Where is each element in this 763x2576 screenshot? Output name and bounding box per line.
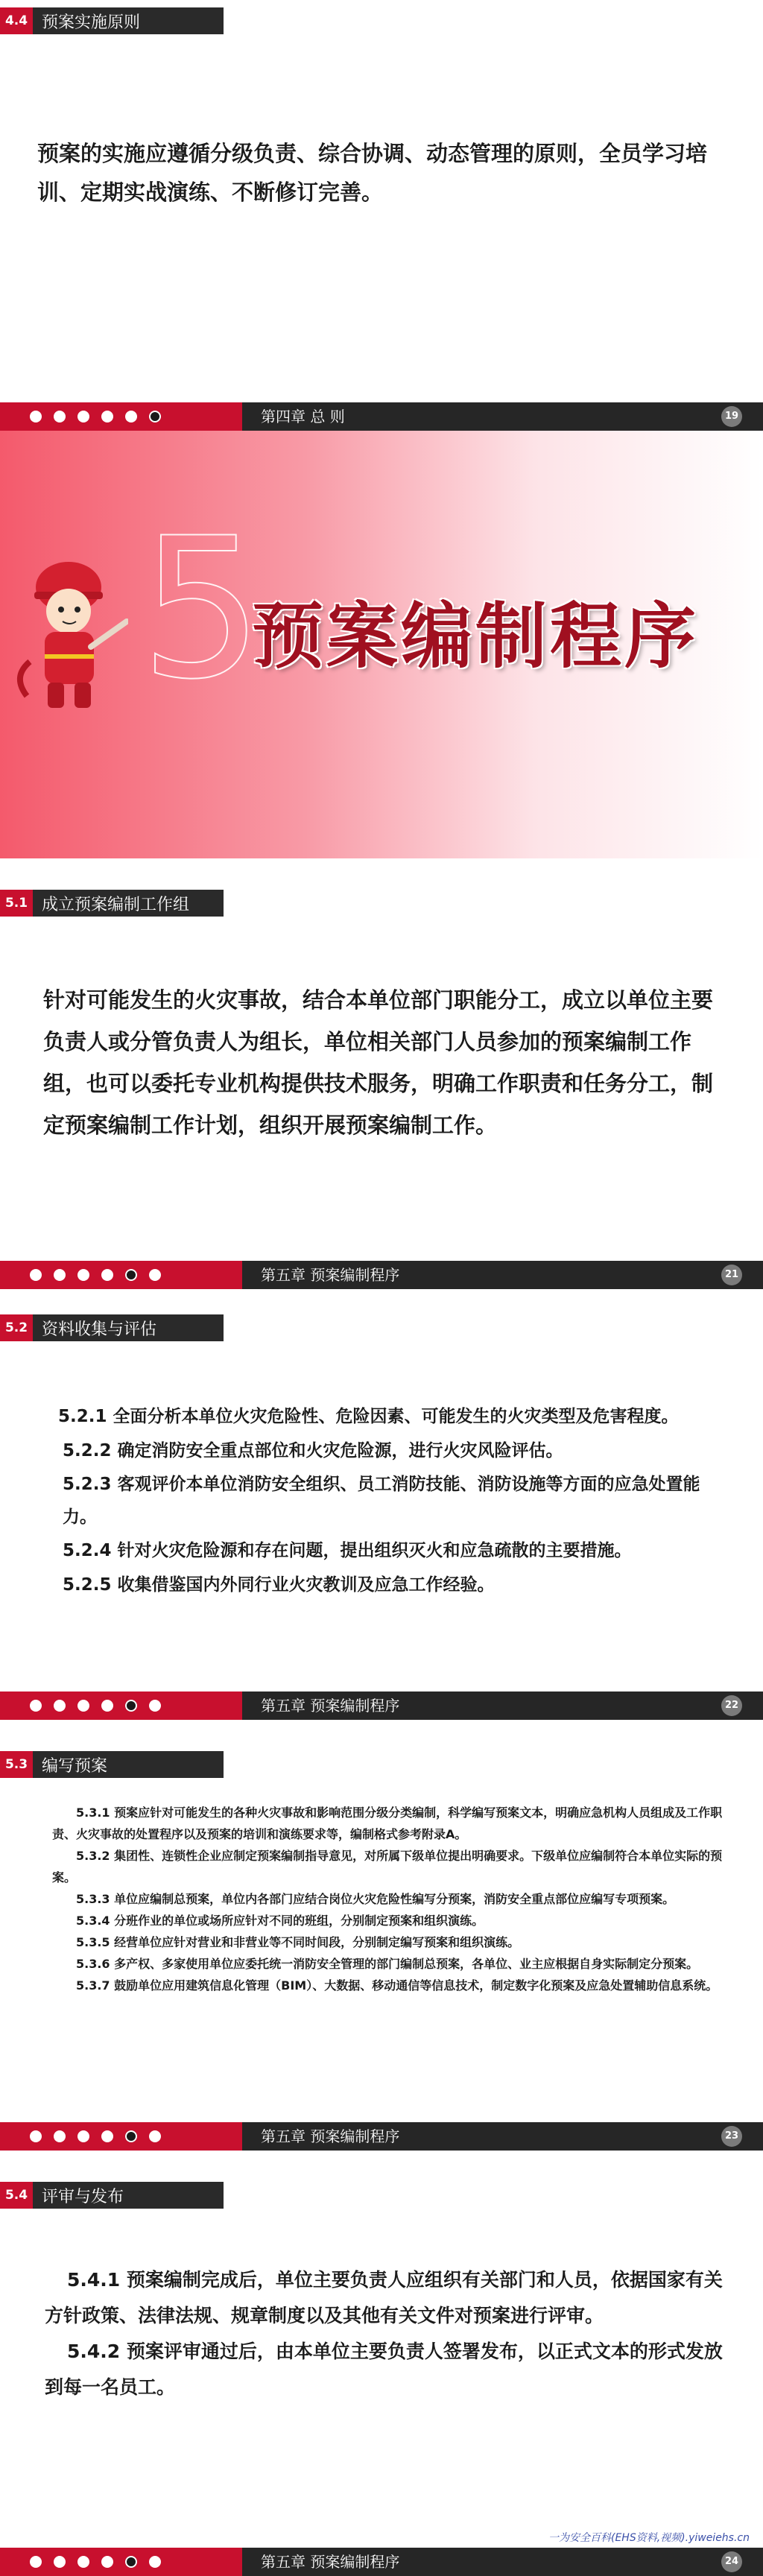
progress-dots [30, 1269, 161, 1281]
watermark-text: 一为安全百科(EHS资料,视频).yiweiehs.cn [548, 2532, 750, 2544]
section-header [0, 890, 224, 917]
chapter-label: 第五章 预案编制程序 [261, 2127, 400, 2145]
section-title: 评审与发布 [33, 2182, 224, 2209]
footer-bar [0, 2122, 763, 2151]
list-item: 5.2.4 针对火灾危险源和存在问题，提出组织灭火和应急疏散的主要措施。 [63, 1541, 632, 1560]
chapter-title: 预案编制程序 [252, 595, 699, 678]
section-header [0, 7, 224, 34]
section-number: 5.2 [0, 1314, 33, 1341]
section-number: 5.4 [0, 2182, 33, 2209]
chapter-cover [0, 431, 763, 858]
page-number: 24 [721, 2551, 742, 2572]
list-item: 5.3.1 预案应针对可能发生的各种火灾事故和影响范围分级分类编制，科学编写预案文本，明确应急机构人员组成及工作职责、火灾事故的处置程序以及预案的培训和演练要求等，编制格式参考附录A。 [52, 1806, 723, 1841]
list-item: 5.3.7 鼓励单位应用建筑信息化管理（BIM）、大数据、移动通信等信息技术，制定数字化预案及应急处置辅助信息系统。 [76, 1978, 718, 1993]
footer-bar [0, 402, 763, 431]
chapter-label: 第四章 总 则 [261, 408, 345, 425]
footer-bar [0, 1261, 763, 1289]
firefighter-mascot-icon [16, 550, 128, 714]
page-number: 21 [721, 1265, 742, 1285]
list-item: 5.3.2 集团性、连锁性企业应制定预案编制指导意见，对所属下级单位提出明确要求。下级单位应编制符合本单位实际的预案。 [52, 1849, 723, 1884]
section-title: 预案实施原则 [33, 7, 224, 34]
list-item: 5.2.3 客观评价本单位消防安全组织、员工消防技能、消防设施等方面的应急处置能力。 [63, 1475, 700, 1527]
list-item: 5.3.3 单位应编制总预案，单位内各部门应结合岗位火灾危险性编写分预案，消防安全重点部位应编写专项预案。 [76, 1892, 675, 1906]
slide-5-3 [0, 1720, 763, 2151]
page-number: 23 [721, 2126, 742, 2147]
chapter-label: 第五章 预案编制程序 [261, 1266, 400, 1284]
item-list [45, 1399, 730, 1602]
item-list [52, 1802, 723, 1996]
body-text: 预案的实施应遵循分级负责、综合协调、动态管理的原则，全员学习培训、定期实战演练、不断修订完善。 [37, 141, 708, 205]
progress-dots [30, 411, 161, 423]
chapter-label: 第五章 预案编制程序 [261, 1697, 400, 1715]
section-number: 4.4 [0, 7, 33, 34]
section-header [0, 2182, 224, 2209]
slide-5-2 [0, 1289, 763, 1720]
list-item: 5.2.1 全面分析本单位火灾危险性、危险因素、可能发生的火灾类型及危害程度。 [58, 1407, 679, 1426]
list-item: 5.4.2 预案评审通过后，由本单位主要负责人签署发布，以正式文本的形式发放到每一名员工。 [45, 2341, 723, 2398]
footer-bar [0, 1692, 763, 1720]
section-title: 编写预案 [33, 1751, 224, 1778]
list-item: 5.2.2 确定消防安全重点部位和火灾危险源，进行火灾风险评估。 [63, 1441, 563, 1461]
list-item: 5.3.5 经营单位应针对营业和非营业等不同时间段，分别制定编写预案和组织演练。 [76, 1935, 520, 1949]
section-number: 5.3 [0, 1751, 33, 1778]
item-list [45, 2262, 726, 2405]
slide-5-4 [0, 2151, 763, 2576]
progress-dots [30, 2556, 161, 2568]
page-number: 22 [721, 1695, 742, 1716]
section-header [0, 1751, 224, 1778]
list-item: 5.2.5 收集借鉴国内外同行业火灾教训及应急工作经验。 [63, 1575, 495, 1595]
section-header [0, 1314, 224, 1341]
list-item: 5.3.6 多产权、多家使用单位应委托统一消防安全管理的部门编制总预案，各单位、业主应根据自身实际制定分预案。 [76, 1957, 699, 1971]
section-number: 5.1 [0, 890, 33, 917]
list-item: 5.4.1 预案编制完成后，单位主要负责人应组织有关部门和人员，依据国家有关方针政策、法律法规、规章制度以及其他有关文件对预案进行评审。 [45, 2269, 723, 2326]
section-title: 资料收集与评估 [33, 1314, 224, 1341]
progress-dots [30, 2130, 161, 2142]
chapter-label: 第五章 预案编制程序 [261, 2553, 400, 2571]
footer-bar [0, 2548, 763, 2576]
chapter-number: 5 [140, 497, 264, 722]
body-text: 针对可能发生的火灾事故，结合本单位部门职能分工，成立以单位主要负责人或分管负责人为组长，单位相关部门人员参加的预案编制工作组，也可以委托专业机构提供技术服务，明确工作职责和任务分工，制定预案编制工作计划，组织开展预案编制工作。 [43, 987, 714, 1138]
list-item: 5.3.4 分班作业的单位或场所应针对不同的班组，分别制定预案和组织演练。 [76, 1914, 484, 1928]
progress-dots [30, 1700, 161, 1712]
slide-5-1 [0, 858, 763, 1289]
page-number: 19 [721, 406, 742, 427]
slide-4-4 [0, 0, 763, 431]
section-title: 成立预案编制工作组 [33, 890, 224, 917]
